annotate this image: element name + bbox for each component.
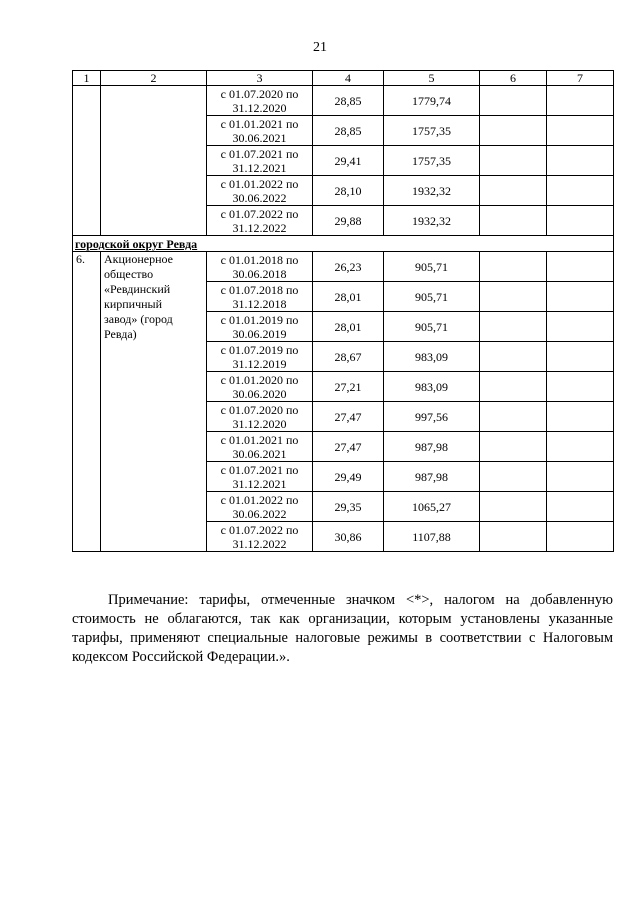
- period-start: с 01.07.2021 по: [220, 462, 299, 477]
- period-cell: [207, 206, 313, 236]
- continued-rows: [73, 86, 614, 236]
- period-cell: [207, 402, 313, 432]
- period-end: 31.12.2022: [232, 220, 287, 235]
- tariff-cell: 1065,27: [384, 492, 480, 522]
- organization-name-line: «Ревдинский: [104, 282, 171, 296]
- col6-cell: [480, 312, 547, 342]
- period-start: с 01.01.2020 по: [220, 372, 299, 387]
- column-header: 7: [547, 71, 614, 86]
- rate-cell: 30,86: [313, 522, 384, 552]
- period-end: 31.12.2021: [232, 160, 287, 175]
- organization-rows: [73, 252, 614, 552]
- col6-cell: [480, 146, 547, 176]
- period-end: 30.06.2018: [232, 266, 287, 281]
- period-start: с 01.07.2022 по: [220, 206, 299, 221]
- organization-name-line: Акционерное: [104, 252, 173, 266]
- table-row: [73, 252, 614, 282]
- tariff-cell: 1757,35: [384, 116, 480, 146]
- page-number: 21: [313, 40, 327, 55]
- tariff-cell: 997,56: [384, 402, 480, 432]
- organization-name-line: завод» (город: [104, 312, 173, 326]
- col6-cell: [480, 252, 547, 282]
- rate-cell: 28,85: [313, 116, 384, 146]
- period-cell: [207, 282, 313, 312]
- col6-cell: [480, 176, 547, 206]
- period-start: с 01.07.2020 по: [220, 86, 299, 101]
- col7-cell: [547, 282, 614, 312]
- period-end: 30.06.2022: [232, 190, 287, 205]
- col6-cell: [480, 402, 547, 432]
- rate-cell: 29,88: [313, 206, 384, 236]
- col7-cell: [547, 492, 614, 522]
- tariff-cell: 1757,35: [384, 146, 480, 176]
- section-row: [73, 236, 614, 252]
- tariff-cell: 1932,32: [384, 176, 480, 206]
- tariff-cell: 987,98: [384, 462, 480, 492]
- period-cell: [207, 252, 313, 282]
- period-start: с 01.01.2019 по: [220, 312, 299, 327]
- col7-cell: [547, 146, 614, 176]
- period-cell: [207, 432, 313, 462]
- period-end: 30.06.2019: [232, 326, 287, 341]
- col7-cell: [547, 312, 614, 342]
- rate-cell: 28,01: [313, 282, 384, 312]
- col6-cell: [480, 492, 547, 522]
- column-header: 2: [101, 71, 207, 86]
- period-end: 31.12.2020: [232, 416, 287, 431]
- col6-cell: [480, 432, 547, 462]
- period-cell: [207, 342, 313, 372]
- rate-cell: 29,41: [313, 146, 384, 176]
- col7-cell: [547, 342, 614, 372]
- column-number-row: [73, 71, 614, 86]
- period-end: 31.12.2018: [232, 296, 287, 311]
- organization-cell: [101, 86, 207, 236]
- tariff-cell: 1932,32: [384, 206, 480, 236]
- rate-cell: 27,21: [313, 372, 384, 402]
- period-start: с 01.01.2021 по: [220, 116, 299, 131]
- col6-cell: [480, 282, 547, 312]
- rate-cell: 29,35: [313, 492, 384, 522]
- col6-cell: [480, 372, 547, 402]
- tariff-cell: 1779,74: [384, 86, 480, 116]
- col7-cell: [547, 176, 614, 206]
- organization-cell: [101, 252, 207, 552]
- rate-cell: 28,01: [313, 312, 384, 342]
- rate-cell: 29,49: [313, 462, 384, 492]
- period-end: 30.06.2021: [232, 446, 287, 461]
- period-start: с 01.01.2021 по: [220, 432, 299, 447]
- period-end: 30.06.2020: [232, 386, 287, 401]
- period-start: с 01.01.2018 по: [220, 252, 299, 267]
- period-start: с 01.07.2019 по: [220, 342, 299, 357]
- tariff-cell: 983,09: [384, 342, 480, 372]
- period-cell: [207, 116, 313, 146]
- column-header: 6: [480, 71, 547, 86]
- column-header: 5: [384, 71, 480, 86]
- col7-cell: [547, 372, 614, 402]
- col7-cell: [547, 206, 614, 236]
- col7-cell: [547, 462, 614, 492]
- tariff-cell: 905,71: [384, 282, 480, 312]
- rate-cell: 27,47: [313, 402, 384, 432]
- period-start: с 01.01.2022 по: [220, 492, 299, 507]
- col7-cell: [547, 116, 614, 146]
- period-cell: [207, 146, 313, 176]
- col7-cell: [547, 86, 614, 116]
- tariff-cell: 1107,88: [384, 522, 480, 552]
- col7-cell: [547, 252, 614, 282]
- period-cell: [207, 492, 313, 522]
- tariff-cell: 987,98: [384, 432, 480, 462]
- rate-cell: 26,23: [313, 252, 384, 282]
- column-header: 3: [207, 71, 313, 86]
- tariff-cell: 905,71: [384, 312, 480, 342]
- period-end: 31.12.2021: [232, 476, 287, 491]
- period-end: 31.12.2020: [232, 100, 287, 115]
- col6-cell: [480, 116, 547, 146]
- rate-cell: 28,67: [313, 342, 384, 372]
- rate-cell: 28,85: [313, 86, 384, 116]
- tariff-cell: 905,71: [384, 252, 480, 282]
- period-cell: [207, 462, 313, 492]
- period-end: 31.12.2022: [232, 536, 287, 551]
- period-cell: [207, 176, 313, 206]
- period-start: с 01.07.2020 по: [220, 402, 299, 417]
- col6-cell: [480, 522, 547, 552]
- period-cell: [207, 312, 313, 342]
- col6-cell: [480, 86, 547, 116]
- col6-cell: [480, 206, 547, 236]
- tariff-cell: 983,09: [384, 372, 480, 402]
- period-start: с 01.07.2018 по: [220, 282, 299, 297]
- number-cell: [73, 86, 101, 236]
- period-start: с 01.01.2022 по: [220, 176, 299, 191]
- rate-cell: 28,10: [313, 176, 384, 206]
- organization-name-line: Ревда): [104, 327, 137, 341]
- col7-cell: [547, 432, 614, 462]
- tariff-table: [72, 70, 614, 552]
- organization-name-line: общество: [104, 267, 154, 281]
- column-header: 1: [73, 71, 101, 86]
- period-cell: [207, 522, 313, 552]
- number-cell: 6.: [73, 252, 101, 552]
- period-end: 30.06.2021: [232, 130, 287, 145]
- col6-cell: [480, 462, 547, 492]
- period-start: с 01.07.2022 по: [220, 522, 299, 537]
- col7-cell: [547, 522, 614, 552]
- period-end: 30.06.2022: [232, 506, 287, 521]
- organization-name-line: кирпичный: [104, 297, 163, 311]
- col6-cell: [480, 342, 547, 372]
- column-header: 4: [313, 71, 384, 86]
- note-paragraph: Примечание: тарифы, отмеченные значком <*>, налогом на добавленную стоимость не облагаются, так как организации, которым установлены указанные тарифы, применяют специальные налоговые режимы в соответствии с Налоговым кодексом Российской Федерации.».: [72, 591, 613, 665]
- period-cell: [207, 86, 313, 116]
- table-row: [73, 86, 614, 116]
- period-start: с 01.07.2021 по: [220, 146, 299, 161]
- section-title: городской округ Ревда: [73, 236, 614, 252]
- rate-cell: 27,47: [313, 432, 384, 462]
- col7-cell: [547, 402, 614, 432]
- period-end: 31.12.2019: [232, 356, 287, 371]
- period-cell: [207, 372, 313, 402]
